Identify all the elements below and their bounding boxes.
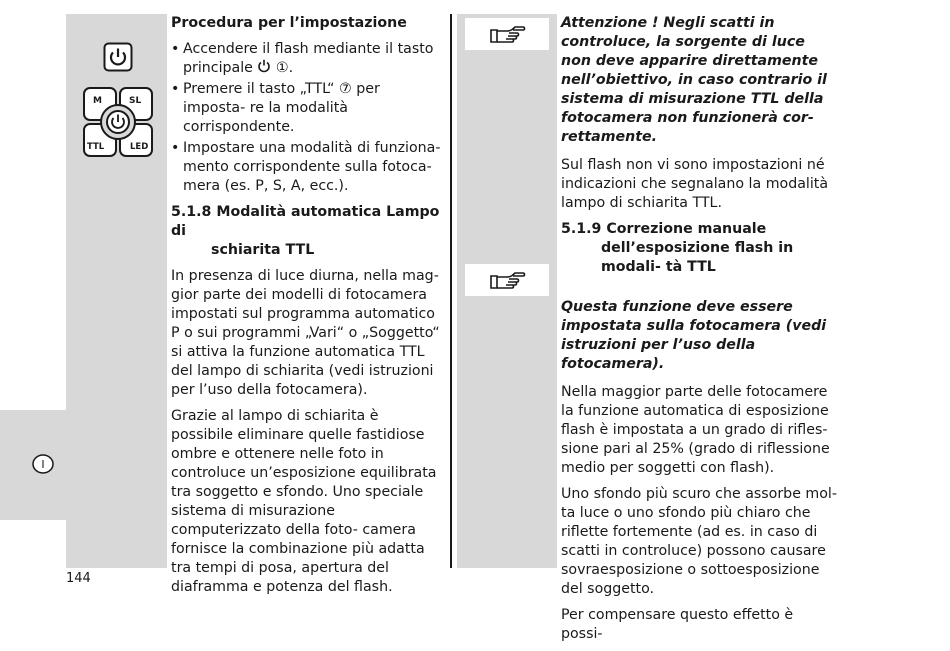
- dial-label-sl: SL: [129, 96, 142, 106]
- procedure-list: [171, 40, 445, 196]
- pointing-hand-icon: [465, 264, 549, 296]
- warning-note: Questa funzione deve essere impostata sulla fotocamera (vedi istruzioni per l’uso della fotocamera).: [561, 299, 827, 372]
- list-item: • Impostare una modalità di funziona- mento corrispondente sulla fotoca- mera (es. P, S, A, ecc.).: [171, 139, 445, 196]
- list-item: [171, 80, 445, 137]
- right-column: [561, 14, 837, 651]
- column-divider: [450, 14, 452, 568]
- paragraph: Sul flash non vi sono impostazioni né indicazioni che segnalano la modalità lampo di schiarita TTL.: [561, 157, 829, 211]
- section-title: Correzione manuale: [606, 221, 767, 237]
- dial-label-m: M: [93, 96, 102, 106]
- left-column: [171, 14, 445, 604]
- circled-1-symbol: ①: [275, 60, 289, 76]
- warning-note: Attenzione ! Negli scatti in controluce, la sorgente di luce non deve apparire direttamente nell’obiettivo, in caso contrario il sistema di misurazione TTL della fotocamera non funzionerà cor- rettamente.: [561, 15, 827, 145]
- bullet-text: Accendere il flash mediante il tasto principale: [183, 41, 434, 76]
- language-label: I: [41, 458, 45, 471]
- section-number: 5.1.9: [561, 221, 602, 237]
- dial-label-ttl: TTL: [87, 142, 105, 152]
- pointing-hand-icon: [465, 18, 549, 50]
- circled-7-symbol: ⑦: [339, 81, 352, 97]
- paragraph: Grazie al lampo di schiarita è possibile eliminare quelle fastidiose ombre e ottenere nelle foto in controluce un’esposizione equilibrata tra soggetto e sfondo. Uno speciale sistema di misurazione computerizzato della foto- camera fornisce la combinazione più adatta tra tempi di posa, apertura del diaframma e potenza del flash.: [171, 408, 437, 595]
- section-title: Modalità automatica Lampo di: [171, 204, 440, 239]
- section-heading-5-1-8: [171, 203, 445, 260]
- language-icon: [32, 453, 54, 475]
- paragraph: Per compensare questo effetto è possi-: [561, 607, 794, 642]
- section-title-cont: dell’esposizione flash in modali- tà TTL: [601, 240, 794, 275]
- dial-label-led: LED: [130, 142, 149, 152]
- page-number: 144: [66, 571, 91, 586]
- section-number: 5.1.8: [171, 204, 212, 220]
- procedure-heading: Procedura per l’impostazione: [171, 15, 407, 31]
- paragraph: Uno sfondo più scuro che assorbe mol- ta luce o uno sfondo più chiaro che riflette fortemente (ad es. in caso di scatti in controluce) possono causare sovraesposizione o sottoesposizione del soggetto.: [561, 486, 837, 597]
- section-heading-5-1-9: [561, 220, 837, 277]
- bullet-text: Premere il tasto „TTL“: [183, 81, 335, 97]
- bullet-end: .: [288, 60, 294, 76]
- power-icon: [103, 42, 133, 72]
- power-symbol-icon: [257, 60, 271, 76]
- paragraph: Nella maggior parte delle fotocamere la funzione automatica di esposizione flash è impostata a un grado di rifles- sione pari al 25% (grado di riflessione medio per soggetti con flash).: [561, 384, 830, 476]
- bullet-text: per imposta- re la modalità corrispondente.: [183, 81, 380, 135]
- section-title-cont: schiarita TTL: [211, 242, 315, 258]
- mode-dial-icon: [82, 86, 154, 158]
- list-item: [171, 40, 445, 78]
- paragraph: In presenza di luce diurna, nella mag- gior parte dei modelli di fotocamera impostati sul programma automatico P o sui programmi „Vari“ o „Soggetto“ si attiva la funzione automatica TTL del lampo di schiarita (vedi istruzioni per l’uso della fotocamera).: [171, 268, 440, 398]
